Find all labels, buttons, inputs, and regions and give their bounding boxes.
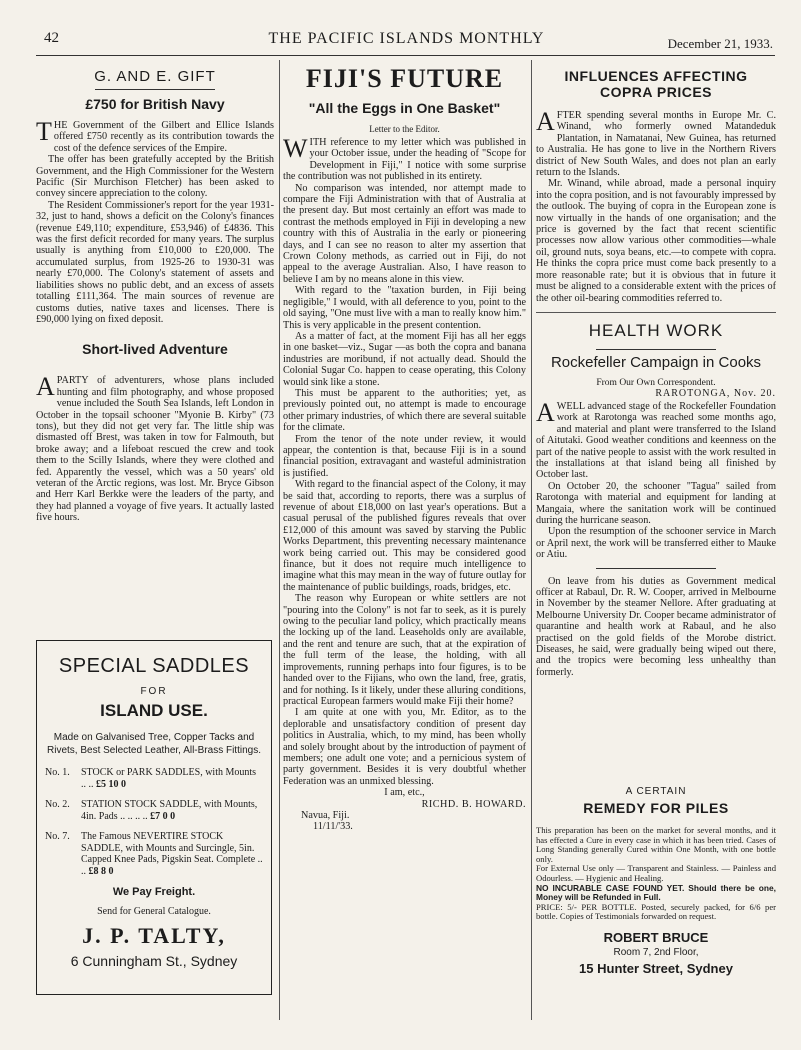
fiji-paragraph-4: As a matter of fact, at the moment Fiji has all her eggs in one basket—viz., Sugar —as both the copra and banana industries are moribund, if not actually dead. Should the Colonial Sugar Co. happen to cease operating, this Colony would sink like a stone.	[283, 330, 526, 388]
health-divider	[596, 568, 716, 569]
piles-advertisement	[536, 786, 776, 976]
adventure-paragraph-1: PARTY of adventurers, whose plans included hunting and film photography, and whose proposed venue included the South Sea Islands, left London in October in the topsail schooner "Myonie B. Kirby" (73 tons), but they did not get very far. The little ship was dismasted off Brest, was taken in tow for Falmouth, but broke away; and a lifeboat rescued the crew and took them to the Scilly Islands, where they were clothed and fed. Apparently the vessel, which was a 50 years' old veteran of the Arctic regions, was lost. Mr. Bryce Gibson and Herr Karl Berkke were the leaders of the party, and they had planned a voyage of five years. It actually lasted five hours.	[36, 375, 274, 524]
saddle-item-number: No. 7.	[45, 831, 70, 842]
saddles-island: ISLAND USE.	[100, 701, 208, 720]
copra-headline-line-2: COPRA PRICES	[599, 84, 713, 100]
page-number: 42	[44, 30, 59, 46]
saddles-advertisement	[36, 640, 272, 995]
copra-headline	[536, 68, 776, 100]
piles-room: Room 7, 2nd Floor,	[613, 946, 699, 958]
health-paragraph-2: On October 20, the schooner "Tagua" sailed from Rarotonga with material and equipment for landing at Mangaia, where the sanitation work will be continued during the hurricane season.	[536, 480, 776, 526]
copra-paragraph-1: FTER spending several months in Europe Mr. C. Winand, who formerly owned Matandeduk Plantation, in Namatanai, New Guinea, has returned to Australia. He has gone to live in the Northern Rivers district of New South Wales, and does not plan an early return to the Islands.	[536, 110, 776, 179]
health-section: HEALTH WORK	[588, 320, 724, 340]
copra-drop-cap: A	[536, 107, 555, 136]
gift-paragraph-2: The offer has been gratefully accepted by the British Government, and the High Commissioner for the Western Pacific (Sir Murchison Fletcher) has been asked to convey sincere appreciation to the colony.	[36, 154, 274, 200]
saddle-item-number: No. 2.	[45, 799, 70, 810]
fiji-headline: FIJI'S FUTURE	[305, 64, 504, 93]
piles-paragraph-4: PRICE: 5/- PER BOTTLE. Posted, securely packed, for 6/6 per bottle. Copies of Testimonials forwarded on request.	[536, 901, 776, 922]
piles-paragraph-1: This preparation has been on the market for several months, and it has effected a Cure in every case in which it has been tried. Cases of Long Standing generally Cured within One Month, with one bottle only.	[536, 825, 776, 864]
issue-date: December 21, 1933.	[667, 36, 773, 51]
fiji-drop-cap: W	[283, 134, 308, 163]
saddle-item	[45, 831, 263, 877]
fiji-paragraph-5: This must be apparent to the authorities; yet, as previously pointed out, no attempt is made to encourage other primary industries, of which there are several suitable for the climate.	[283, 387, 526, 434]
health-article	[536, 397, 776, 678]
saddles-title: SPECIAL SADDLES	[58, 655, 250, 677]
health-dateline: RAROTONGA, Nov. 20.	[655, 387, 776, 399]
saddle-item-number: No. 1.	[45, 767, 70, 778]
saddles-address: 6 Cunningham St., Sydney	[70, 953, 238, 969]
fiji-paragraph-1: ITH reference to my letter which was published in your October issue, under the heading of "Scope for Development in Fiji," I notice with some surprise the contribution was not published in its entirety.	[283, 137, 526, 183]
fiji-signoff: I am, etc.,	[384, 787, 425, 799]
saddles-intro: Made on Galvanised Tree, Copper Tacks and Rivets, Best Selected Leather, All-Brass Fittings.	[47, 732, 261, 756]
gift-paragraph-3: The Resident Commissioner's report for the year 1931-32, just to hand, shows a deficit on the Colony's finances (revenue £49,110; expenditure, £53,946) of £4836. This was the first deficit recorded for many years. The surplus usually is anything from £10,000 to £20,000. The accumulated surplus, from 1925-26 to 1930-31 was nearly £70,000. The Colony's statement of assets and liabilities shows no public debt, and an excess of assets totalling £111,364. The main sources of revenue are customs duties, native taxes and licenses. There is £90,000 lying on fixed deposit.	[36, 199, 274, 325]
column-left	[36, 60, 274, 524]
fiji-place: Navua, Fiji.	[301, 809, 350, 821]
saddle-item	[45, 767, 263, 790]
fiji-signer: RICHD. B. HOWARD.	[421, 798, 526, 810]
adventure-headline: Short-lived Adventure	[82, 341, 228, 358]
saddle-item-price: £7 0 0	[150, 810, 176, 822]
fiji-paragraph-3: With regard to the "taxation burden, in Fiji being negligible," I would, with all deference to you, point to the old saying, "One must live with a man to really know him." This is very applicable in the present contention.	[283, 285, 526, 331]
fiji-date: 11/11/'33.	[313, 821, 353, 833]
fiji-paragraph-8: The reason why European or white settlers are not "pouring into the Colony" is not far to seek, as it is purely owing to the peculiar land policy, which practically means the locking up of the land. Leaseholds only are available, and the rent and tenure are such, that at the expiration of the full term of the lease, the holding, with all improvements, running perhaps into four figures, is to be handed over to the Fijians, who own the land, free, gratis, and for nothing. Is it likely, under these alluring conditions, practical European farmers would make Fiji their home?	[283, 593, 526, 707]
fiji-paragraph-7: With regard to the financial aspect of the Colony, it may be said that, according to reports, there was a surplus of revenue of about £18,000 on last year's operations. But a casual perusal of the published figures reveals that over £12,000 of this amount was saved by starving the Public Works Department, this preventing necessary maintenance work being carried out. This may be considered good finance, but it does not require much intelligence to imagine what this may mean in the way of future outlay for the maintenance of public buildings, roads, bridges, etc.	[283, 479, 526, 593]
health-drop-cap: A	[536, 397, 555, 427]
adventure-article	[36, 372, 274, 524]
gift-kicker: G. AND E. GIFT	[94, 68, 216, 85]
fiji-paragraph-9: I am quite at one with you, Mr. Editor, as to the deplorable and unsatisfactory condition of present day politics in Australia, which, to my mind, has been wholly and solely brought about by the introduction of payment of members; one adult one vote; and a pernicious system of party government. Besides it is very doubtful whether Federation was an unmixed blessing.	[283, 707, 526, 787]
saddle-item-desc: The Famous NEVERTIRE STOCK SADDLE, with Mounts and Surcingle, 5in. Capped Knee Pads, Pigskin Seat. Complete .. ..	[81, 831, 263, 877]
saddles-for: FOR	[140, 686, 168, 697]
health-rule	[596, 349, 716, 350]
copra-headline-line-1: INFLUENCES AFFECTING	[564, 68, 748, 84]
piles-advertiser: ROBERT BRUCE	[603, 929, 709, 945]
saddles-freight: We Pay Freight.	[112, 886, 196, 898]
health-paragraph-4: On leave from his duties as Government medical officer at Rabaul, Dr. R. W. Cooper, arrived in Melbourne in November by the steamer Nellore. After graduating at Melbourne University Dr. Cooper became administrator of quarantine and health work at Rabaul, and he also practised on the gold fields of the Morobe district. Diseases, he said, were gradually being wiped out there, and the tropics were becoming less unhealthy than formerly.	[536, 575, 776, 678]
column-middle	[283, 60, 526, 833]
saddle-item-desc: STOCK or PARK SADDLES, with Mounts .. ..	[81, 767, 257, 790]
column-divider-1	[279, 60, 280, 1020]
health-paragraph-1: WELL advanced stage of the Rockefeller Foundation work at Rarotonga was reached some months ago, and material and plant were transferred to the Island of Aitutaki. Good weather conditions and keenness on the part of the native people to assist with the work resulted in the installations at that island being all finished by October last.	[536, 400, 776, 481]
copra-article	[536, 107, 776, 304]
saddle-item	[45, 799, 263, 822]
fiji-article	[283, 134, 526, 787]
saddle-item-price: £5 10 0	[96, 778, 126, 790]
piles-paragraph-2: For External Use only — Transparent and Stainless. — Painless and Odourless. — Hygienic and Healing.	[536, 863, 776, 883]
column-divider-2	[531, 60, 532, 1020]
fiji-paragraph-6: From the tenor of the note under review, it would appear, the contention is that, because Fiji is in a sound financial position, extravagant and wasteful administration is justified.	[283, 433, 526, 479]
gift-rule	[95, 89, 215, 90]
health-headline: Rockefeller Campaign in Cooks	[550, 353, 762, 371]
saddle-item-price: £8 8 0	[88, 865, 114, 877]
piles-headline: REMEDY FOR PILES	[583, 800, 729, 816]
saddles-company: J. P. TALTY,	[82, 923, 226, 948]
piles-body	[536, 826, 776, 922]
gift-drop-cap: T	[36, 117, 52, 146]
saddle-item-desc: STATION STOCK SADDLE, with Mounts, 4in. Pads .. .. .. ..	[81, 799, 258, 822]
health-paragraph-3: Upon the resumption of the schooner service in March or April next, the work will be transferred either to Mauke or Atiu.	[536, 526, 776, 561]
piles-street: 15 Hunter Street, Sydney	[579, 960, 733, 976]
section-rule	[536, 312, 776, 313]
header-rule	[36, 55, 775, 56]
fiji-paragraph-2: No comparison was intended, nor attempt made to compare the Fiji Administration with that of Australia at the present day. But most certainly an effort was made to contrast the methods employed in Fiji in developing a new country with this of Australia in the early or pioneering days, and I can see no reason to alter my assertion that Crown Colony methods, as carried out in Fiji, do not appeal to the average Australian. Also, I have reason to believe I am by no means alone in this view.	[283, 182, 526, 285]
adventure-drop-cap: A	[36, 372, 55, 402]
fiji-byline: Letter to the Editor.	[369, 124, 440, 134]
gift-article	[36, 117, 274, 325]
column-right	[536, 60, 776, 678]
gift-headline: £750 for British Navy	[85, 96, 225, 112]
fiji-subhead: "All the Eggs in One Basket"	[308, 100, 501, 116]
page-header	[40, 28, 773, 54]
masthead: THE PACIFIC ISLANDS MONTHLY	[268, 30, 545, 47]
saddles-catalogue: Send for General Catalogue.	[97, 906, 211, 917]
piles-paragraph-3: NO INCURABLE CASE FOUND YET. Should there be one, Money will be Refunded in Full.	[536, 882, 776, 903]
health-byline: From Our Own Correspondent.	[596, 377, 716, 388]
copra-paragraph-2: Mr. Winand, while abroad, made a personal inquiry into the copra position, and is not favourably impressed by the outlook. The buying of copra in the European zone is now virtually in the hands of one organisation; and the price is governed by the fact that recent scientific processes now allow various other commodities—whale oil, ground nuts, soya beans, etc.—to compete with copra. He thinks the copra price must come back presently to a more reasonable rate; but it is obvious that in future it must be aligned to a considerable extent with the prices of the other oil-bearing commodities referred to.	[536, 178, 776, 304]
gift-paragraph-1: HE Government of the Gilbert and Ellice Islands offered £750 recently as its contribution towards the cost of the defence services of the Empire.	[53, 120, 274, 154]
piles-kicker: A CERTAIN	[625, 786, 687, 797]
